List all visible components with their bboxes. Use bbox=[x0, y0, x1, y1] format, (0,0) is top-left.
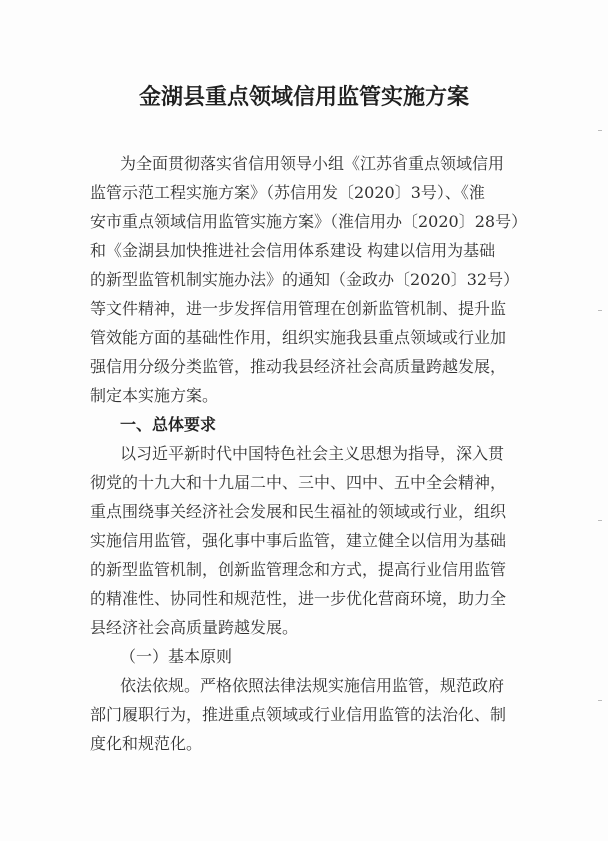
principle-line: 部门履职行为，推进重点领域或行业信用监管的法治化、制 bbox=[90, 705, 507, 724]
intro-line: 的新型监管机制实施办法》的通知（金政办〔2020〕32号） bbox=[90, 270, 520, 289]
intro-line: 和《金湖县加快推进社会信用体系建设 构建以信用为基础 bbox=[90, 241, 496, 260]
section-line: 彻党的十九大和十九届二中、三中、四中、五中全会精神， bbox=[90, 473, 507, 492]
section-line: 的精准性、协同性和规范性，进一步优化营商环境，助力全 bbox=[90, 589, 507, 608]
document-title: 金湖县重点领域信用监管实施方案 bbox=[138, 84, 469, 110]
intro-line: 制定本实施方案。 bbox=[90, 386, 219, 405]
intro-line: 为全面贯彻落实省信用领导小组《江苏省重点领域信用 bbox=[120, 154, 505, 173]
principle-line: 依法依规。严格依照法律法规实施信用监管，规范政府 bbox=[120, 676, 505, 695]
scan-mark bbox=[598, 700, 602, 701]
section-line: 重点围绕事关经济社会发展和民生福祉的领域或行业，组织 bbox=[90, 502, 507, 521]
intro-line: 强信用分级分类监管，推动我县经济社会高质量跨越发展， bbox=[90, 357, 507, 376]
intro-line: 管效能方面的基础性作用，组织实施我县重点领域或行业加 bbox=[90, 328, 507, 347]
section-line: 县经济社会高质量跨越发展。 bbox=[90, 618, 299, 637]
section-line: 的新型监管机制，创新监管理念和方式，提高行业信用监管 bbox=[90, 560, 507, 579]
scan-mark bbox=[598, 130, 602, 131]
subsection-heading: （一）基本原则 bbox=[120, 647, 233, 666]
scan-mark bbox=[598, 520, 602, 521]
principle-line: 度化和规范化。 bbox=[90, 734, 203, 753]
intro-line: 等文件精神，进一步发挥信用管理在创新监管机制、提升监 bbox=[90, 299, 507, 318]
intro-line: 监管示范工程实施方案》（苏信用发〔2020〕3号）、《淮 bbox=[90, 183, 485, 202]
section-line: 实施信用监管，强化事中事后监管，建立健全以信用为基础 bbox=[90, 531, 507, 550]
section-line: 以习近平新时代中国特色社会主义思想为指导，深入贯 bbox=[120, 444, 505, 463]
section-heading: 一、总体要求 bbox=[120, 415, 217, 434]
scan-mark bbox=[598, 310, 602, 311]
intro-line: 安市重点领域信用监管实施方案》（淮信用办〔2020〕28号） bbox=[90, 212, 528, 231]
